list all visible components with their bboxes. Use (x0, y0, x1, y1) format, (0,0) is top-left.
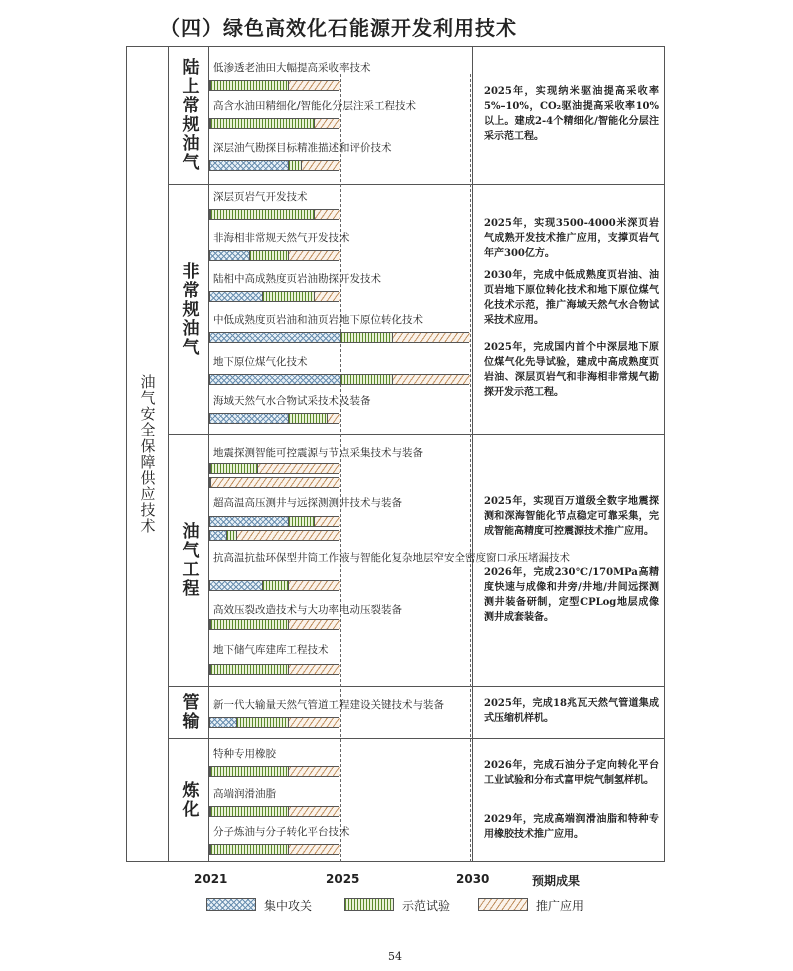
timeline-bar (209, 332, 469, 343)
item-label: 分子炼油与分子转化平台技术 (213, 826, 350, 838)
phase-focus (210, 292, 262, 301)
divider (168, 738, 665, 739)
phase-focus (210, 251, 249, 260)
divider (168, 686, 665, 687)
item-label: 抗高温抗盐环保型井筒工作液与智能化复杂地层窄安全密度窗口承压堵漏技术 (213, 552, 570, 564)
timeline-bar (209, 717, 339, 728)
divider (168, 184, 665, 185)
phase-demo (288, 414, 327, 423)
phase-demo (210, 119, 314, 128)
timeline-bar (209, 766, 339, 777)
page-number: 54 (388, 950, 402, 963)
phase-demo (249, 251, 288, 260)
timeline-bar (209, 118, 339, 129)
phase-promo (288, 807, 340, 816)
phase-promo (327, 414, 340, 423)
category-pipeline: 管输 (178, 693, 199, 731)
item-label: 高效压裂改造技术与大功率电动压裂装备 (213, 604, 402, 616)
timeline-bar (209, 619, 339, 630)
phase-focus (210, 718, 236, 727)
legend-label-demo: 示范试验 (402, 899, 451, 913)
item-label: 中低成熟度页岩油和油页岩地下原位转化技术 (213, 314, 423, 326)
phase-promo (210, 478, 340, 487)
item-label: 地下原位煤气化技术 (213, 356, 308, 368)
phase-promo (392, 375, 470, 384)
timeline-bar (209, 250, 339, 261)
category-refining: 炼化 (178, 781, 199, 819)
result-unconventional-1: 2025年，实现3500-4000米深页岩气成熟开发技术推广应用，支撑页岩气年产300亿方。 (484, 218, 659, 259)
phase-demo (288, 517, 314, 526)
main-category: 油气安全保障供应技术 (138, 374, 157, 534)
phase-demo (210, 620, 288, 629)
result-pipeline: 2025年，完成18兆瓦天然气管道集成式压缩机样机。 (484, 698, 659, 724)
timeline-bar (209, 477, 339, 488)
phase-promo (288, 620, 340, 629)
phase-promo (314, 210, 340, 219)
phase-demo (340, 333, 392, 342)
phase-promo (288, 845, 340, 854)
item-label: 高含水油田精细化/智能化分层注采工程技术 (213, 100, 417, 112)
legend-swatch-promo (478, 898, 528, 911)
result-engineering-2: 2026年，完成230℃/170MPa高精度快速与成像和井旁/井地/井间远探测测井装备研制，定型CPLog地层成像测井成套装备。 (484, 567, 659, 623)
phase-demo (210, 81, 288, 90)
phase-focus (210, 581, 262, 590)
phase-promo (236, 531, 340, 540)
result-onshore: 2025年，实现纳米驱油提高采收率5%–10%，CO₂驱油提高采收率10%以上。建成2-4个精细化/智能化分层注采示范工程。 (484, 86, 659, 142)
divider (472, 46, 473, 862)
result-engineering-1: 2025年，实现百万道级全数字地震探测和深海智能化节点稳定可靠采集，完成智能高精度可控震源技术推广应用。 (484, 496, 659, 537)
phase-promo (288, 767, 340, 776)
timeline-bar (209, 160, 339, 171)
phase-focus (210, 414, 288, 423)
timeline-bar (209, 463, 339, 474)
timeline-bar (209, 374, 469, 385)
phase-promo (392, 333, 470, 342)
phase-demo (210, 807, 288, 816)
section-title: （四）绿色高效化石能源开发利用技术 (160, 16, 517, 40)
item-label: 特种专用橡胶 (213, 748, 276, 760)
phase-focus (210, 517, 288, 526)
phase-demo (288, 161, 301, 170)
phase-promo (288, 81, 340, 90)
item-label: 深层油气勘探目标精准描述和评价技术 (213, 142, 392, 154)
timeline-bar (209, 80, 339, 91)
phase-focus (210, 161, 288, 170)
result-refining-2: 2029年，完成高端润滑油脂和特种专用橡胶技术推广应用。 (484, 814, 659, 840)
divider (168, 434, 665, 435)
timeline-bar (209, 844, 339, 855)
item-label: 海域天然气水合物试采技术及装备 (213, 395, 371, 407)
category-onshore: 陆上常规油气 (178, 58, 199, 172)
item-label: 低渗透老油田大幅提高采收率技术 (213, 62, 371, 74)
category-engineering: 油气工程 (178, 522, 199, 598)
phase-demo (210, 665, 288, 674)
item-label: 高端润滑油脂 (213, 788, 276, 800)
item-label: 深层页岩气开发技术 (213, 191, 308, 203)
timeline-bar (209, 413, 339, 424)
phase-focus (210, 531, 226, 540)
timeline-bar (209, 291, 339, 302)
phase-demo (340, 375, 392, 384)
timeline-bar (209, 516, 339, 527)
timeline-bar (209, 209, 339, 220)
phase-demo (210, 845, 288, 854)
item-label: 陆相中高成熟度页岩油勘探开发技术 (213, 273, 381, 285)
year-2025-guide (340, 74, 341, 862)
phase-demo (210, 464, 257, 473)
axis-year-2030: 2030 (456, 872, 490, 886)
timeline-bar (209, 664, 339, 675)
phase-demo (226, 531, 236, 540)
item-label: 地下储气库建库工程技术 (213, 644, 329, 656)
phase-demo (210, 767, 288, 776)
phase-promo (314, 517, 340, 526)
result-unconventional-3: 2025年，完成国内首个中深层地下原位煤气化先导试验，建成中高成熟度页岩油、深层页岩气和非海相非常规气勘探开发示范工程。 (484, 342, 659, 398)
phase-promo (257, 464, 340, 473)
result-unconventional-2: 2030年，完成中低成熟度页岩油、油页岩地下原位转化技术和地下原位煤气化技术示范，推广海域天然气水合物试采技术应用。 (484, 270, 659, 326)
legend-label-focus: 集中攻关 (264, 899, 313, 913)
phase-promo (288, 581, 340, 590)
axis-result-header: 预期成果 (532, 874, 581, 888)
phase-focus (210, 333, 340, 342)
phase-promo (288, 665, 340, 674)
phase-promo (314, 119, 340, 128)
axis-year-2021: 2021 (194, 872, 228, 886)
axis-year-2025: 2025 (326, 872, 360, 886)
result-refining-1: 2026年，完成石油分子定向转化平台工业试验和分布式富甲烷气制氢样机。 (484, 760, 659, 786)
phase-demo (236, 718, 288, 727)
legend-swatch-focus (206, 898, 256, 911)
legend-label-promo: 推广应用 (536, 899, 585, 913)
divider (168, 46, 169, 862)
phase-promo (301, 161, 340, 170)
item-label: 新一代大输量天然气管道工程建设关键技术与装备 (213, 699, 444, 711)
phase-demo (262, 581, 288, 590)
legend-swatch-demo (344, 898, 394, 911)
category-unconventional: 非常规油气 (178, 261, 199, 357)
phase-promo (288, 251, 340, 260)
item-label: 非海相非常规天然气开发技术 (213, 232, 350, 244)
timeline-bar (209, 580, 339, 591)
phase-demo (262, 292, 314, 301)
phase-demo (210, 210, 314, 219)
item-label: 地震探测智能可控震源与节点采集技术与装备 (213, 447, 423, 459)
timeline-bar (209, 530, 339, 541)
timeline-bar (209, 806, 339, 817)
phase-focus (210, 375, 340, 384)
item-label: 超高温高压测井与远探测测井技术与装备 (213, 497, 402, 509)
phase-promo (288, 718, 340, 727)
year-2030-guide (470, 74, 471, 862)
phase-promo (314, 292, 340, 301)
